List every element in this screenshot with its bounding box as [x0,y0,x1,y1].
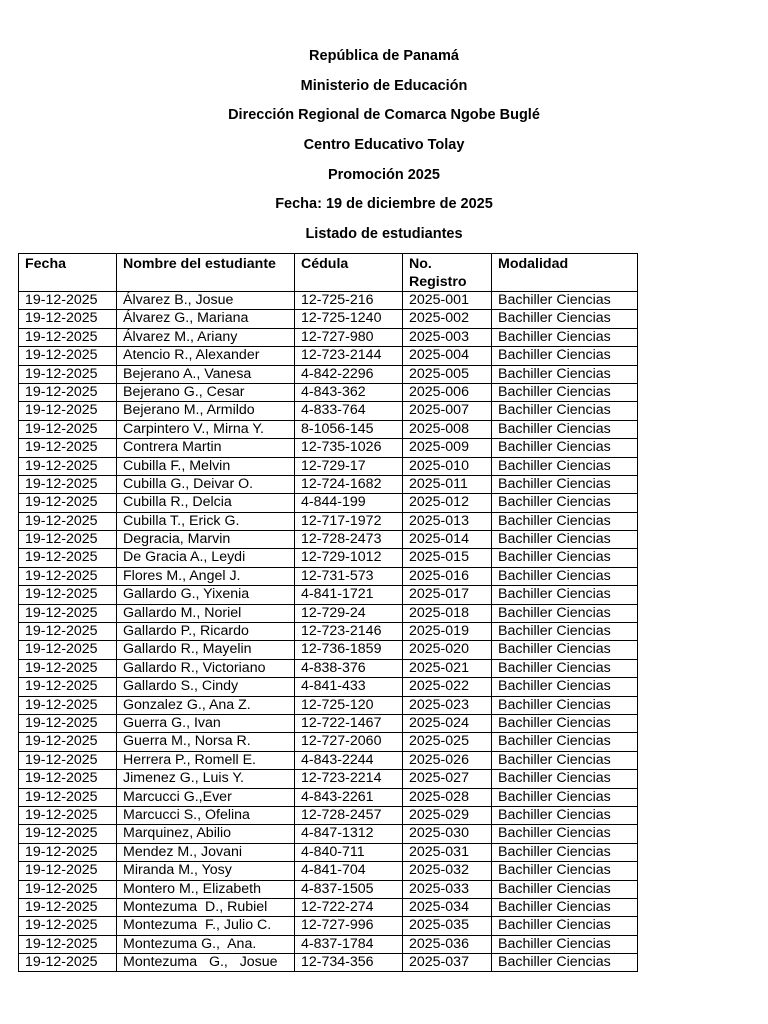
cell-registro: 2025-023 [403,696,492,714]
table-row [19,880,638,898]
table-row [19,623,638,641]
table-row [19,641,638,659]
cell-modalidad: Bachiller Ciencias [492,843,638,861]
cell-date: 19-12-2025 [19,383,117,401]
table-row [19,751,638,769]
cell-modalidad: Bachiller Ciencias [492,898,638,916]
cell-date: 19-12-2025 [19,751,117,769]
table-row [19,586,638,604]
cell-cedula: 12-723-2144 [295,347,403,365]
cell-student-name: Montero M., Elizabeth [117,880,295,898]
cell-student-name: Cubilla T., Erick G. [117,512,295,530]
cell-student-name: Mendez M., Jovani [117,843,295,861]
table-row [19,475,638,493]
cell-student-name: Marcucci S., Ofelina [117,806,295,824]
cell-modalidad: Bachiller Ciencias [492,659,638,677]
cell-registro: 2025-036 [403,935,492,953]
table-row [19,365,638,383]
cell-cedula: 12-727-2060 [295,733,403,751]
cell-date: 19-12-2025 [19,512,117,530]
table-row [19,659,638,677]
ministry-title: Ministerio de Educación [300,77,468,94]
cell-date: 19-12-2025 [19,494,117,512]
cell-modalidad: Bachiller Ciencias [492,954,638,972]
cell-registro: 2025-028 [403,788,492,806]
cell-student-name: De Gracia A., Leydi [117,549,295,567]
cell-date: 19-12-2025 [19,935,117,953]
cell-registro: 2025-037 [403,954,492,972]
cell-date: 19-12-2025 [19,825,117,843]
cell-cedula: 12-729-1012 [295,549,403,567]
cell-student-name: Cubilla R., Delcia [117,494,295,512]
cell-cedula: 12-734-356 [295,954,403,972]
cell-student-name: Jimenez G., Luis Y. [117,770,295,788]
column-header-date: Fecha [19,254,117,292]
cell-registro: 2025-032 [403,862,492,880]
cell-modalidad: Bachiller Ciencias [492,604,638,622]
table-row [19,383,638,401]
cell-student-name: Gallardo R., Mayelin [117,641,295,659]
cell-date: 19-12-2025 [19,420,117,438]
cell-student-name: Marquinez, Abilio [117,825,295,843]
cell-modalidad: Bachiller Ciencias [492,310,638,328]
cell-date: 19-12-2025 [19,954,117,972]
cell-cedula: 12-731-573 [295,567,403,585]
cell-cedula: 4-841-1721 [295,586,403,604]
cell-registro: 2025-034 [403,898,492,916]
cell-registro: 2025-014 [403,531,492,549]
cell-date: 19-12-2025 [19,659,117,677]
cell-date: 19-12-2025 [19,843,117,861]
cell-cedula: 12-727-996 [295,917,403,935]
column-header-modalidad: Modalidad [492,254,638,292]
cell-modalidad: Bachiller Ciencias [492,696,638,714]
table-row [19,567,638,585]
table-row [19,935,638,953]
cell-registro: 2025-010 [403,457,492,475]
cell-registro: 2025-016 [403,567,492,585]
cell-date: 19-12-2025 [19,696,117,714]
cell-modalidad: Bachiller Ciencias [492,439,638,457]
school-title: Centro Educativo Tolay [303,137,465,154]
column-header-cedula: Cédula [295,254,403,292]
list-title: Listado de estudiantes [305,226,463,243]
cell-modalidad: Bachiller Ciencias [492,751,638,769]
cell-date: 19-12-2025 [19,292,117,310]
cell-student-name: Miranda M., Yosy [117,862,295,880]
cell-cedula: 12-728-2457 [295,806,403,824]
cell-student-name: Gallardo P., Ricardo [117,623,295,641]
cell-modalidad: Bachiller Ciencias [492,862,638,880]
cell-registro: 2025-022 [403,678,492,696]
cell-registro: 2025-002 [403,310,492,328]
cell-cedula: 12-722-1467 [295,714,403,732]
column-header-name: Nombre del estudiante [117,254,295,292]
student-table [18,253,638,972]
cell-student-name: Cubilla G., Deivar O. [117,475,295,493]
cell-date: 19-12-2025 [19,641,117,659]
table-row [19,512,638,530]
cell-modalidad: Bachiller Ciencias [492,402,638,420]
cell-modalidad: Bachiller Ciencias [492,383,638,401]
cell-student-name: Bejerano A., Vanesa [117,365,295,383]
table-row [19,531,638,549]
cell-student-name: Atencio R., Alexander [117,347,295,365]
cell-cedula: 12-717-1972 [295,512,403,530]
table-row [19,310,638,328]
cell-cedula: 4-837-1505 [295,880,403,898]
cell-date: 19-12-2025 [19,770,117,788]
cell-modalidad: Bachiller Ciencias [492,641,638,659]
table-row [19,770,638,788]
table-row [19,788,638,806]
cell-cedula: 4-842-2296 [295,365,403,383]
table-row [19,678,638,696]
cell-student-name: Guerra M., Norsa R. [117,733,295,751]
cell-student-name: Herrera P., Romell E. [117,751,295,769]
cell-cedula: 4-847-1312 [295,825,403,843]
cell-cedula: 12-725-216 [295,292,403,310]
cell-date: 19-12-2025 [19,604,117,622]
cell-registro: 2025-021 [403,659,492,677]
cell-registro: 2025-024 [403,714,492,732]
cell-cedula: 4-838-376 [295,659,403,677]
cell-cedula: 12-729-17 [295,457,403,475]
table-row [19,843,638,861]
cell-cedula: 4-837-1784 [295,935,403,953]
table-row [19,328,638,346]
cell-student-name: Montezuma G., Ana. [117,935,295,953]
cell-registro: 2025-026 [403,751,492,769]
cell-student-name: Carpintero V., Mirna Y. [117,420,295,438]
cell-cedula: 12-735-1026 [295,439,403,457]
cell-cedula: 12-725-1240 [295,310,403,328]
promotion-title: Promoción 2025 [327,166,440,183]
cell-modalidad: Bachiller Ciencias [492,623,638,641]
table-row [19,457,638,475]
cell-date: 19-12-2025 [19,439,117,457]
cell-date: 19-12-2025 [19,457,117,475]
cell-registro: 2025-011 [403,475,492,493]
cell-date: 19-12-2025 [19,678,117,696]
cell-modalidad: Bachiller Ciencias [492,549,638,567]
cell-date: 19-12-2025 [19,880,117,898]
cell-date: 19-12-2025 [19,714,117,732]
table-row [19,806,638,824]
cell-date: 19-12-2025 [19,531,117,549]
cell-date: 19-12-2025 [19,567,117,585]
cell-modalidad: Bachiller Ciencias [492,567,638,585]
cell-cedula: 12-722-274 [295,898,403,916]
cell-cedula: 4-843-2244 [295,751,403,769]
cell-modalidad: Bachiller Ciencias [492,347,638,365]
cell-cedula: 12-729-24 [295,604,403,622]
cell-registro: 2025-025 [403,733,492,751]
cell-modalidad: Bachiller Ciencias [492,714,638,732]
cell-registro: 2025-030 [403,825,492,843]
cell-student-name: Cubilla F., Melvin [117,457,295,475]
cell-modalidad: Bachiller Ciencias [492,678,638,696]
table-header-row [19,254,638,292]
cell-date: 19-12-2025 [19,623,117,641]
cell-date: 19-12-2025 [19,365,117,383]
cell-student-name: Contrera Martin [117,439,295,457]
cell-date: 19-12-2025 [19,917,117,935]
cell-cedula: 12-723-2146 [295,623,403,641]
table-row [19,898,638,916]
region-title: Dirección Regional de Comarca Ngobe Buglé [228,107,540,124]
cell-registro: 2025-033 [403,880,492,898]
table-row [19,439,638,457]
cell-modalidad: Bachiller Ciencias [492,917,638,935]
cell-modalidad: Bachiller Ciencias [492,457,638,475]
cell-registro: 2025-035 [403,917,492,935]
cell-modalidad: Bachiller Ciencias [492,512,638,530]
table-row [19,862,638,880]
cell-student-name: Marcucci G.,Ever [117,788,295,806]
table-row [19,402,638,420]
cell-modalidad: Bachiller Ciencias [492,806,638,824]
cell-cedula: 12-724-1682 [295,475,403,493]
table-row [19,714,638,732]
cell-modalidad: Bachiller Ciencias [492,365,638,383]
cell-cedula: 4-840-711 [295,843,403,861]
cell-date: 19-12-2025 [19,898,117,916]
cell-date: 19-12-2025 [19,549,117,567]
cell-modalidad: Bachiller Ciencias [492,586,638,604]
cell-date: 19-12-2025 [19,475,117,493]
cell-modalidad: Bachiller Ciencias [492,292,638,310]
cell-modalidad: Bachiller Ciencias [492,531,638,549]
cell-cedula: 12-723-2214 [295,770,403,788]
cell-student-name: Álvarez G., Mariana [117,310,295,328]
cell-student-name: Gonzalez G., Ana Z. [117,696,295,714]
cell-modalidad: Bachiller Ciencias [492,788,638,806]
table-row [19,954,638,972]
cell-student-name: Álvarez B., Josue [117,292,295,310]
cell-cedula: 4-841-433 [295,678,403,696]
table-row [19,494,638,512]
cell-cedula: 12-727-980 [295,328,403,346]
country-title: República de Panamá [309,48,459,64]
cell-registro: 2025-018 [403,604,492,622]
cell-cedula: 4-841-704 [295,862,403,880]
cell-registro: 2025-031 [403,843,492,861]
cell-registro: 2025-027 [403,770,492,788]
cell-cedula: 8-1056-145 [295,420,403,438]
cell-cedula: 4-843-2261 [295,788,403,806]
cell-student-name: Montezuma F., Julio C. [117,917,295,935]
cell-student-name: Montezuma G., Josue [117,954,295,972]
table-row [19,420,638,438]
cell-registro: 2025-006 [403,383,492,401]
cell-registro: 2025-007 [403,402,492,420]
cell-registro: 2025-008 [403,420,492,438]
cell-student-name: Guerra G., Ivan [117,714,295,732]
cell-student-name: Flores M., Angel J. [117,567,295,585]
cell-student-name: Gallardo S., Cindy [117,678,295,696]
cell-modalidad: Bachiller Ciencias [492,328,638,346]
cell-registro: 2025-003 [403,328,492,346]
cell-modalidad: Bachiller Ciencias [492,880,638,898]
cell-modalidad: Bachiller Ciencias [492,770,638,788]
cell-student-name: Bejerano M., Armildo [117,402,295,420]
cell-date: 19-12-2025 [19,862,117,880]
cell-date: 19-12-2025 [19,347,117,365]
cell-date: 19-12-2025 [19,586,117,604]
cell-modalidad: Bachiller Ciencias [492,935,638,953]
document-header [0,45,768,253]
cell-student-name: Álvarez M., Ariany [117,328,295,346]
table-row [19,549,638,567]
column-header-registro: No. Registro [403,254,492,292]
cell-date: 19-12-2025 [19,328,117,346]
cell-cedula: 12-725-120 [295,696,403,714]
cell-registro: 2025-017 [403,586,492,604]
cell-cedula: 4-833-764 [295,402,403,420]
cell-student-name: Montezuma D., Rubiel [117,898,295,916]
cell-registro: 2025-004 [403,347,492,365]
cell-modalidad: Bachiller Ciencias [492,420,638,438]
cell-cedula: 4-843-362 [295,383,403,401]
cell-registro: 2025-020 [403,641,492,659]
table-row [19,604,638,622]
table-row [19,696,638,714]
table-row [19,825,638,843]
cell-cedula: 4-844-199 [295,494,403,512]
cell-registro: 2025-019 [403,623,492,641]
cell-date: 19-12-2025 [19,806,117,824]
cell-registro: 2025-029 [403,806,492,824]
document-date: Fecha: 19 de diciembre de 2025 [275,196,493,213]
cell-modalidad: Bachiller Ciencias [492,475,638,493]
cell-registro: 2025-012 [403,494,492,512]
cell-modalidad: Bachiller Ciencias [492,733,638,751]
cell-student-name: Degracia, Marvin [117,531,295,549]
cell-date: 19-12-2025 [19,402,117,420]
cell-registro: 2025-015 [403,549,492,567]
table-row [19,733,638,751]
table-row [19,292,638,310]
cell-date: 19-12-2025 [19,733,117,751]
cell-registro: 2025-009 [403,439,492,457]
cell-cedula: 12-728-2473 [295,531,403,549]
cell-student-name: Gallardo R., Victoriano [117,659,295,677]
cell-date: 19-12-2025 [19,788,117,806]
table-body [19,292,638,972]
cell-date: 19-12-2025 [19,310,117,328]
cell-student-name: Bejerano G., Cesar [117,383,295,401]
cell-cedula: 12-736-1859 [295,641,403,659]
cell-modalidad: Bachiller Ciencias [492,494,638,512]
cell-registro: 2025-001 [403,292,492,310]
cell-student-name: Gallardo G., Yixenia [117,586,295,604]
cell-student-name: Gallardo M., Noriel [117,604,295,622]
cell-modalidad: Bachiller Ciencias [492,825,638,843]
cell-registro: 2025-005 [403,365,492,383]
table-row [19,917,638,935]
table-row [19,347,638,365]
cell-registro: 2025-013 [403,512,492,530]
